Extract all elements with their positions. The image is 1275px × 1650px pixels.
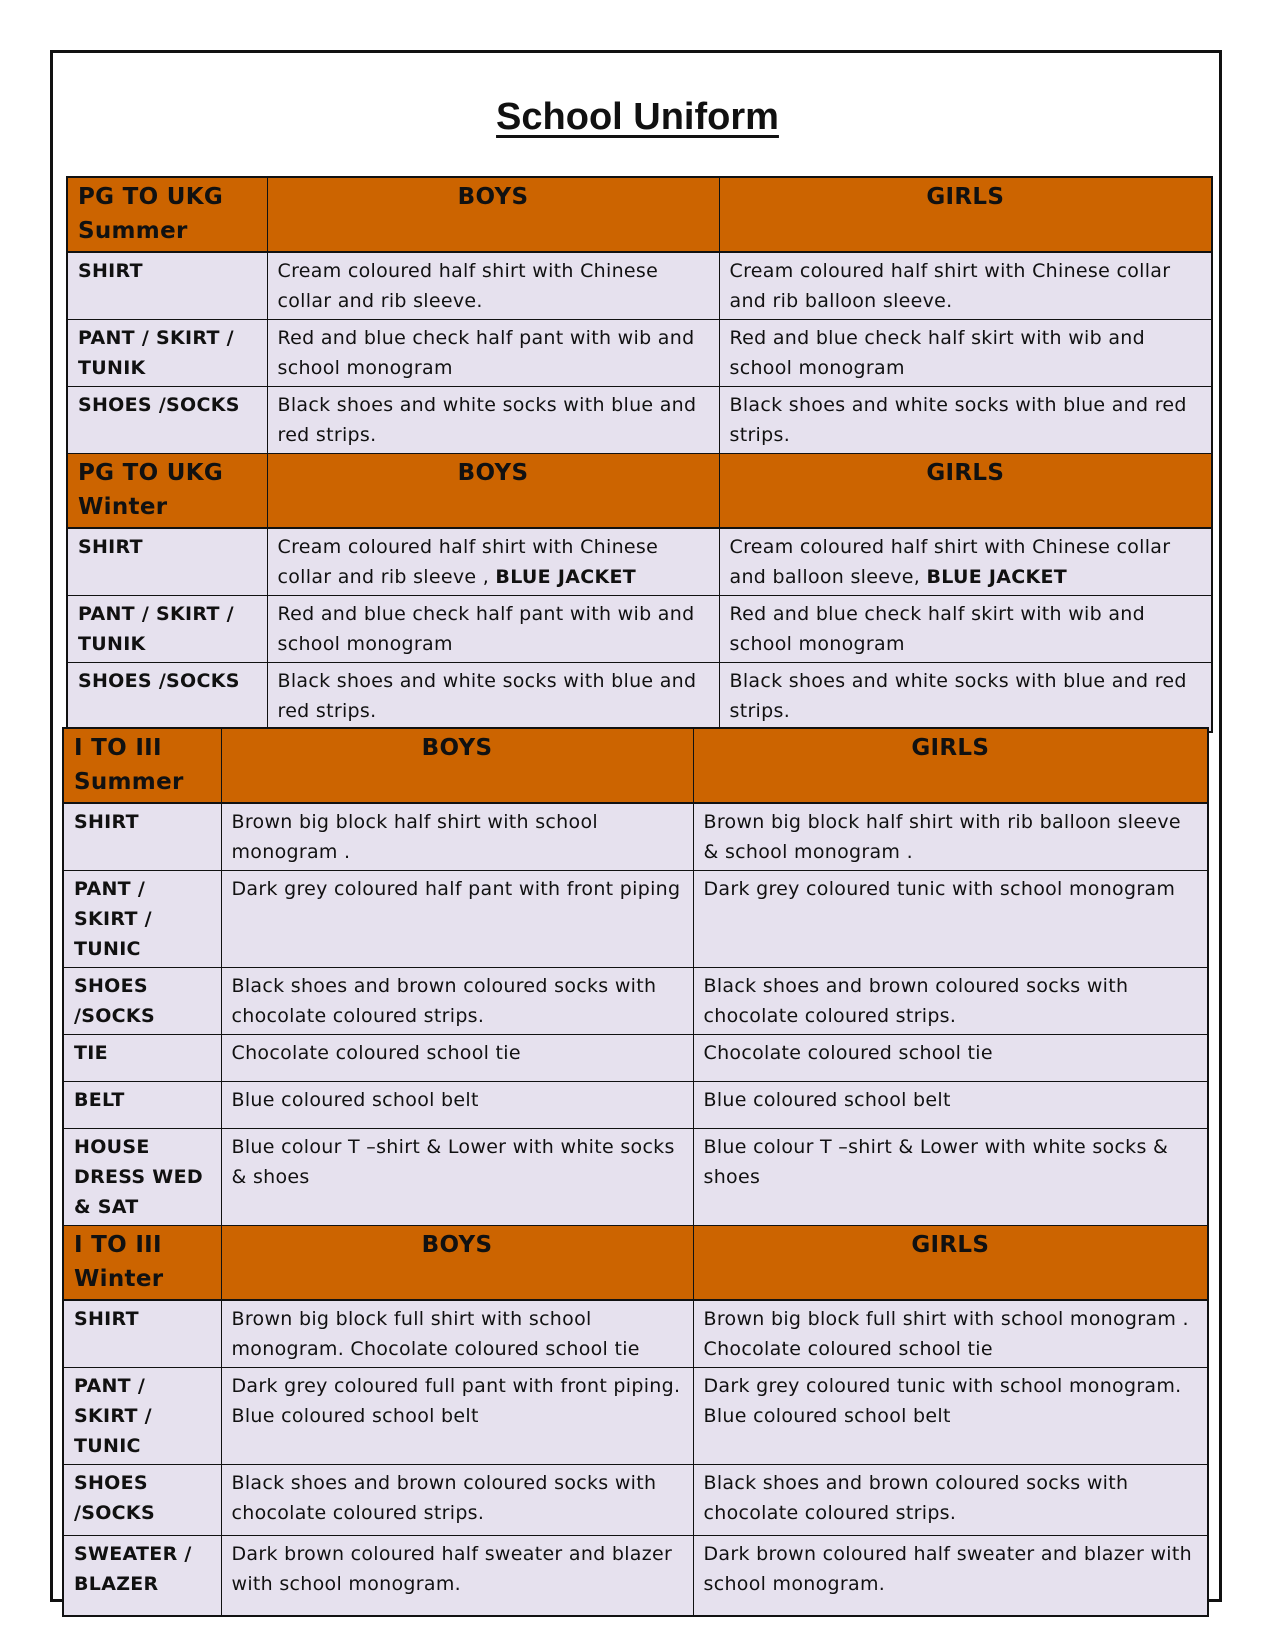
girls-description-text: Black shoes and white socks with blue and red strips. — [729, 670, 1187, 722]
item-label: SWEATER / BLAZER — [63, 1536, 221, 1616]
boys-description-text: Brown big block full shirt with school monogram. Chocolate coloured school tie — [231, 1308, 640, 1360]
girls-description — [693, 871, 1208, 968]
girls-description-text: Dark brown coloured half sweater and blazer with school monogram. — [703, 1543, 1192, 1595]
boys-description-text: Black shoes and white socks with blue and red strips. — [277, 394, 697, 446]
girls-emphasis-text: BLUE JACKET — [926, 566, 1068, 588]
item-label: SHIRT — [67, 528, 267, 596]
uniform-item-row — [67, 596, 1212, 663]
boys-description — [267, 528, 719, 596]
boys-description — [221, 1035, 693, 1082]
section-group: I TO III — [74, 735, 162, 761]
boys-description-text: Red and blue check half pant with wib and school monogram — [277, 327, 695, 379]
boys-description-text: Black shoes and white socks with blue and red strips. — [277, 670, 697, 722]
girls-column-header: GIRLS — [719, 177, 1212, 252]
uniform-item-row — [63, 1129, 1208, 1226]
boys-description — [267, 387, 719, 454]
section-season: Summer — [78, 218, 188, 244]
boys-description-text: Cream coloured half shirt with Chinese collar and rib sleeve , — [277, 536, 659, 588]
item-label: SHIRT — [63, 1300, 221, 1368]
uniform-item-row — [63, 1035, 1208, 1082]
boys-description-text: Red and blue check half pant with wib and school monogram — [277, 603, 695, 655]
boys-description-text: Dark grey coloured full pant with front piping. Blue coloured school belt — [231, 1375, 681, 1427]
boys-description-text: Brown big block half shirt with school monogram . — [231, 811, 598, 863]
girls-description — [693, 803, 1208, 871]
boys-description — [267, 320, 719, 387]
girls-description-text: Cream coloured half shirt with Chinese collar and balloon sleeve, — [729, 536, 1171, 588]
girls-description-text: Dark grey coloured tunic with school monogram — [703, 878, 1176, 900]
item-label: HOUSE DRESS WED & SAT — [63, 1129, 221, 1226]
girls-description — [719, 596, 1212, 663]
boys-description-text: Cream coloured half shirt with Chinese collar and rib sleeve. — [277, 260, 659, 312]
girls-description — [693, 1035, 1208, 1082]
girls-description — [719, 320, 1212, 387]
item-label: PANT / SKIRT / TUNIK — [67, 320, 267, 387]
girls-description — [719, 663, 1212, 732]
uniform-item-row — [67, 387, 1212, 454]
girls-description — [719, 387, 1212, 454]
girls-description-text: Blue colour T –shirt & Lower with white socks & shoes — [703, 1136, 1169, 1188]
girls-description-text: Dark grey coloured tunic with school monogram. Blue coloured school belt — [703, 1375, 1182, 1427]
section-title-cell — [63, 728, 221, 803]
boys-description-text: Blue coloured school belt — [231, 1089, 479, 1111]
uniform-item-row — [63, 1465, 1208, 1536]
girls-description-text: Black shoes and white socks with blue and red strips. — [729, 394, 1187, 446]
girls-description-text: Brown big block full shirt with school monogram . Chocolate coloured school tie — [703, 1308, 1189, 1360]
section-title-cell — [67, 454, 267, 529]
uniform-item-row — [67, 320, 1212, 387]
girls-column-header: GIRLS — [719, 454, 1212, 529]
item-label: SHOES /SOCKS — [63, 968, 221, 1035]
uniform-item-row — [63, 803, 1208, 871]
section-season: Winter — [78, 494, 168, 520]
boys-description — [221, 1300, 693, 1368]
girls-description-text: Cream coloured half shirt with Chinese collar and rib balloon sleeve. — [729, 260, 1171, 312]
girls-description — [693, 968, 1208, 1035]
boys-description — [221, 1082, 693, 1129]
uniform-item-row — [63, 871, 1208, 968]
uniform-item-row — [67, 528, 1212, 596]
boys-column-header: BOYS — [267, 177, 719, 252]
boys-description-text: Black shoes and brown coloured socks with chocolate coloured strips. — [231, 975, 657, 1027]
item-label: SHIRT — [63, 803, 221, 871]
uniform-item-row — [63, 1300, 1208, 1368]
section-group: PG TO UKG — [78, 460, 224, 486]
boys-description — [221, 1465, 693, 1536]
boys-description-text: Blue colour T –shirt & Lower with white socks & shoes — [231, 1136, 675, 1188]
boys-column-header: BOYS — [221, 1226, 693, 1301]
uniform-item-row — [63, 1082, 1208, 1129]
item-label: TIE — [63, 1035, 221, 1082]
item-label: SHOES /SOCKS — [67, 663, 267, 732]
item-label: PANT / SKIRT / TUNIC — [63, 871, 221, 968]
uniform-table-pg-ukg — [66, 176, 1213, 733]
girls-description-text: Red and blue check half skirt with wib and school monogram — [729, 603, 1145, 655]
girls-description-text: Brown big block half shirt with rib balloon sleeve & school monogram . — [703, 811, 1181, 863]
girls-description-text: Chocolate coloured school tie — [703, 1042, 993, 1064]
girls-column-header: GIRLS — [693, 728, 1208, 803]
page-title: School Uniform — [496, 96, 779, 138]
section-season: Winter — [74, 1266, 164, 1292]
boys-description-text: Dark grey coloured half pant with front piping — [231, 878, 681, 900]
item-label: SHOES /SOCKS — [67, 387, 267, 454]
boys-emphasis-text: BLUE JACKET — [495, 566, 637, 588]
girls-description-text: Black shoes and brown coloured socks with chocolate coloured strips. — [703, 975, 1129, 1027]
section-header-row — [67, 177, 1212, 252]
section-title-cell — [67, 177, 267, 252]
section-header-row — [63, 728, 1208, 803]
section-group: PG TO UKG — [78, 184, 224, 210]
girls-description — [693, 1082, 1208, 1129]
boys-description — [267, 663, 719, 732]
uniform-item-row — [63, 1368, 1208, 1465]
uniform-item-row — [67, 252, 1212, 320]
section-header-row — [63, 1226, 1208, 1301]
boys-description-text: Chocolate coloured school tie — [231, 1042, 521, 1064]
girls-description — [693, 1129, 1208, 1226]
girls-description-text: Blue coloured school belt — [703, 1089, 951, 1111]
girls-description — [693, 1368, 1208, 1465]
section-season: Summer — [74, 769, 184, 795]
section-title-cell — [63, 1226, 221, 1301]
girls-description-text: Red and blue check half skirt with wib and school monogram — [729, 327, 1145, 379]
girls-column-header: GIRLS — [693, 1226, 1208, 1301]
uniform-item-row — [63, 968, 1208, 1035]
girls-description — [693, 1536, 1208, 1616]
girls-description — [719, 252, 1212, 320]
girls-description — [693, 1300, 1208, 1368]
boys-description — [221, 1536, 693, 1616]
item-label: PANT / SKIRT / TUNIC — [63, 1368, 221, 1465]
item-label: SHOES /SOCKS — [63, 1465, 221, 1536]
girls-description — [693, 1465, 1208, 1536]
item-label: SHIRT — [67, 252, 267, 320]
boys-description-text: Black shoes and brown coloured socks with chocolate coloured strips. — [231, 1472, 657, 1524]
boys-description — [221, 803, 693, 871]
boys-description — [221, 1368, 693, 1465]
boys-description — [221, 1129, 693, 1226]
item-label: PANT / SKIRT / TUNIK — [67, 596, 267, 663]
boys-column-header: BOYS — [267, 454, 719, 529]
boys-description — [221, 871, 693, 968]
girls-description-text: Black shoes and brown coloured socks with chocolate coloured strips. — [703, 1472, 1129, 1524]
uniform-table-i-iii — [62, 727, 1209, 1617]
boys-description — [267, 596, 719, 663]
section-header-row — [67, 454, 1212, 529]
girls-description — [719, 528, 1212, 596]
uniform-item-row — [63, 1536, 1208, 1616]
boys-description — [221, 968, 693, 1035]
boys-column-header: BOYS — [221, 728, 693, 803]
boys-description — [267, 252, 719, 320]
uniform-item-row — [67, 663, 1212, 732]
boys-description-text: Dark brown coloured half sweater and blazer with school monogram. — [231, 1543, 673, 1595]
item-label: BELT — [63, 1082, 221, 1129]
section-group: I TO III — [74, 1232, 162, 1258]
